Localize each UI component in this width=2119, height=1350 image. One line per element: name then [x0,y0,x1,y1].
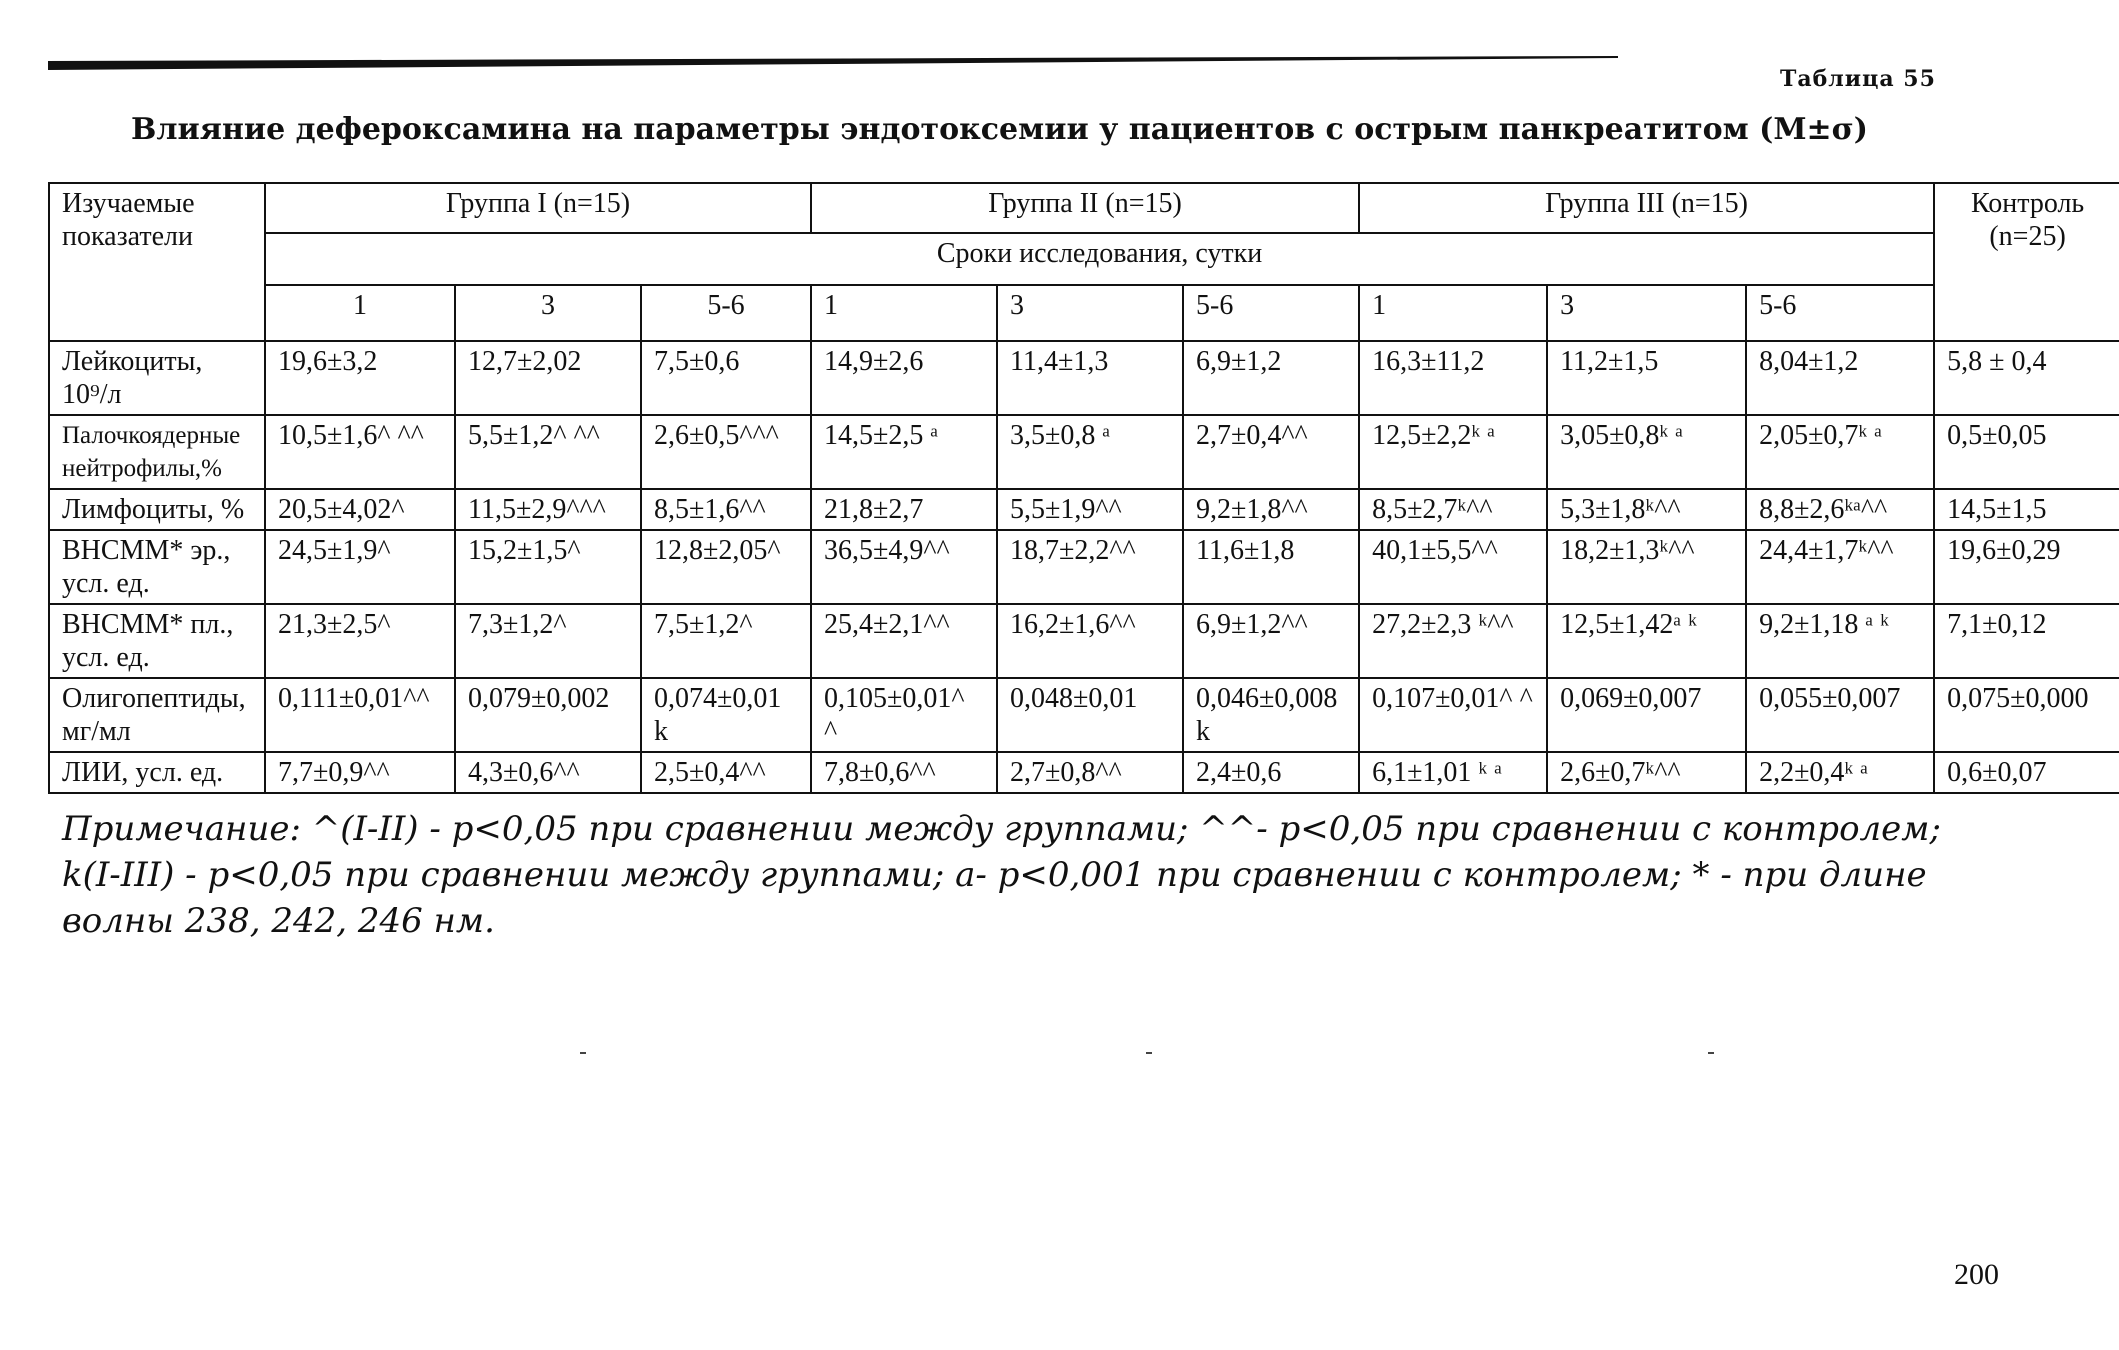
value-cell: 6,9±1,2 [1183,341,1359,415]
table-label: Таблица 55 [1780,66,1936,92]
value-cell: 24,4±1,7ᵏ^^ [1746,530,1934,604]
value-cell: 2,2±0,4ᵏ ᵃ [1746,752,1934,793]
value-cell: 0,046±0,008 k [1183,678,1359,752]
table-row [49,604,2119,678]
scan-mark [1146,1052,1152,1054]
row-label: Лимфоциты, % [49,489,265,530]
day-cell: 5-6 [1183,285,1359,341]
value-cell: 11,5±2,9^^^ [455,489,641,530]
value-cell: 9,2±1,18 ᵃ ᵏ [1746,604,1934,678]
value-cell: 36,5±4,9^^ [811,530,997,604]
day-cell: 1 [811,285,997,341]
value-cell: 24,5±1,9^ [265,530,455,604]
value-cell: 8,04±1,2 [1746,341,1934,415]
value-cell: 10,5±1,6^ ^^ [265,415,455,489]
value-cell: 7,5±1,2^ [641,604,811,678]
value-cell: 0,107±0,01^ ^ [1359,678,1547,752]
value-cell: 12,5±1,42ᵃ ᵏ [1547,604,1746,678]
value-cell: 16,3±11,2 [1359,341,1547,415]
value-cell: 21,8±2,7 [811,489,997,530]
value-cell: 19,6±0,29 [1934,530,2119,604]
scan-mark [580,1052,586,1054]
value-cell: 7,3±1,2^ [455,604,641,678]
value-cell: 16,2±1,6^^ [997,604,1183,678]
value-cell: 18,7±2,2^^ [997,530,1183,604]
value-cell: 5,5±1,9^^ [997,489,1183,530]
header-period: Сроки исследования, сутки [265,233,1934,285]
value-cell: 12,8±2,05^ [641,530,811,604]
row-label: ВНСММ* пл., усл. ед. [49,604,265,678]
table-row [49,341,2119,415]
value-cell: 0,5±0,05 [1934,415,2119,489]
day-cell: 3 [997,285,1183,341]
value-cell: 18,2±1,3ᵏ^^ [1547,530,1746,604]
value-cell: 5,3±1,8ᵏ^^ [1547,489,1746,530]
value-cell: 2,6±0,7ᵏ^^ [1547,752,1746,793]
value-cell: 27,2±2,3 ᵏ^^ [1359,604,1547,678]
value-cell: 2,7±0,8^^ [997,752,1183,793]
value-cell: 14,5±2,5 ᵃ [811,415,997,489]
value-cell: 0,079±0,002 [455,678,641,752]
value-cell: 8,8±2,6ᵏᵃ^^ [1746,489,1934,530]
value-cell: 11,2±1,5 [1547,341,1746,415]
value-cell: 0,069±0,007 [1547,678,1746,752]
value-cell: 14,5±1,5 [1934,489,2119,530]
value-cell: 6,9±1,2^^ [1183,604,1359,678]
header-group1: Группа I (n=15) [265,183,811,233]
header-group3: Группа III (n=15) [1359,183,1934,233]
value-cell: 5,5±1,2^ ^^ [455,415,641,489]
value-cell: 21,3±2,5^ [265,604,455,678]
value-cell: 8,5±2,7ᵏ^^ [1359,489,1547,530]
day-cell: 3 [1547,285,1746,341]
value-cell: 5,8 ± 0,4 [1934,341,2119,415]
value-cell: 19,6±3,2 [265,341,455,415]
row-label: ВНСММ* эр., усл. ед. [49,530,265,604]
value-cell: 2,6±0,5^^^ [641,415,811,489]
header-param: Изучаемые показатели [49,183,265,341]
day-cell: 3 [455,285,641,341]
value-cell: 15,2±1,5^ [455,530,641,604]
value-cell: 3,05±0,8ᵏ ᵃ [1547,415,1746,489]
row-label: Палочкоядерные нейтрофилы,% [49,415,265,489]
header-group2: Группа II (n=15) [811,183,1359,233]
value-cell: 3,5±0,8 ᵃ [997,415,1183,489]
value-cell: 0,048±0,01 [997,678,1183,752]
table-row [49,678,2119,752]
value-cell: 0,055±0,007 [1746,678,1934,752]
header-control: Контроль (n=25) [1934,183,2119,341]
value-cell: 8,5±1,6^^ [641,489,811,530]
value-cell: 0,6±0,07 [1934,752,2119,793]
table-row [49,415,2119,489]
table-note: Примечание: ^(I-II) - p<0,05 при сравнении между группами; ^^- p<0,05 при сравнении с контролем; k(I-III) - p<0,05 при сравнении между группами; a- p<0,001 при сравнении с контролем; * - при длине волны 238, 242, 246 нм. [62,809,1941,941]
value-cell: 2,7±0,4^^ [1183,415,1359,489]
row-label: Олигопептиды, мг/мл [49,678,265,752]
value-cell: 0,075±0,000 [1934,678,2119,752]
row-label: Лейкоциты, 10⁹/л [49,341,265,415]
value-cell: 2,4±0,6 [1183,752,1359,793]
table-row [49,489,2119,530]
value-cell: 12,7±2,02 [455,341,641,415]
day-cell: 1 [1359,285,1547,341]
value-cell: 6,1±1,01 ᵏ ᵃ [1359,752,1547,793]
value-cell: 0,105±0,01^ ^ [811,678,997,752]
value-cell: 14,9±2,6 [811,341,997,415]
value-cell: 7,5±0,6 [641,341,811,415]
scan-top-rule [48,56,1618,74]
day-cell: 5-6 [1746,285,1934,341]
table-row [49,530,2119,604]
value-cell: 2,5±0,4^^ [641,752,811,793]
value-cell: 9,2±1,8^^ [1183,489,1359,530]
value-cell: 25,4±2,1^^ [811,604,997,678]
value-cell: 0,111±0,01^^ [265,678,455,752]
data-table [48,182,2119,794]
value-cell: 2,05±0,7ᵏ ᵃ [1746,415,1934,489]
value-cell: 20,5±4,02^ [265,489,455,530]
value-cell: 12,5±2,2ᵏ ᵃ [1359,415,1547,489]
value-cell: 0,074±0,01 k [641,678,811,752]
value-cell: 40,1±5,5^^ [1359,530,1547,604]
day-cell: 5-6 [641,285,811,341]
table-body [49,341,2119,793]
table-row [49,752,2119,793]
row-label: ЛИИ, усл. ед. [49,752,265,793]
page-number: 200 [1954,1258,1999,1291]
value-cell: 7,8±0,6^^ [811,752,997,793]
value-cell: 11,6±1,8 [1183,530,1359,604]
day-cell: 1 [265,285,455,341]
value-cell: 7,7±0,9^^ [265,752,455,793]
table-title: Влияние дефероксамина на параметры эндотоксемии у пациентов с острым панкреатитом (M±σ) [131,112,1868,147]
scan-mark [1708,1052,1714,1054]
value-cell: 4,3±0,6^^ [455,752,641,793]
value-cell: 7,1±0,12 [1934,604,2119,678]
value-cell: 11,4±1,3 [997,341,1183,415]
